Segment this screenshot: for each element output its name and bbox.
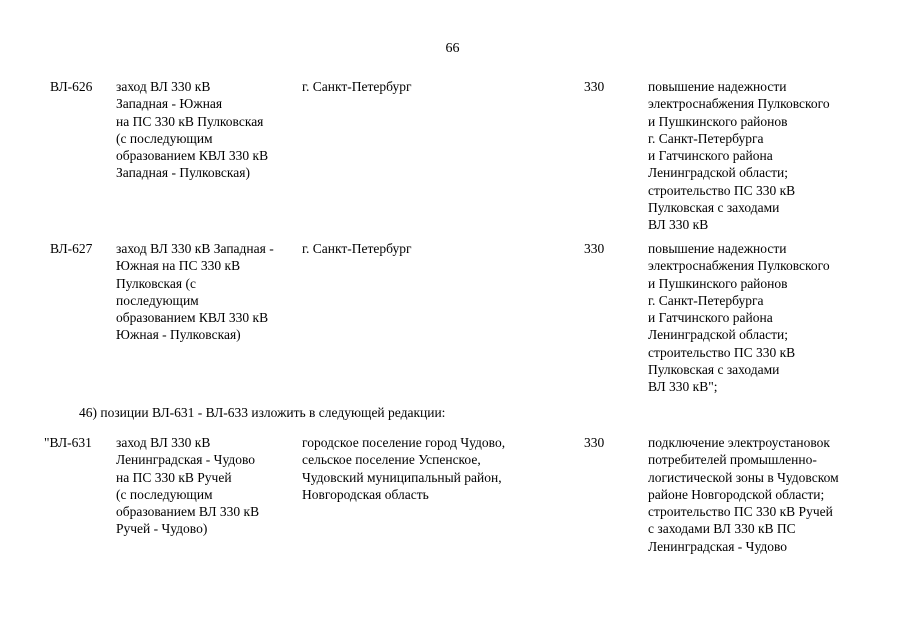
line-code: ВЛ-627	[50, 241, 93, 256]
line-location: г. Санкт-Петербург	[302, 79, 412, 94]
line-voltage: 330	[584, 435, 605, 450]
line-location: г. Санкт-Петербург	[302, 241, 412, 256]
line-purpose: повышение надежности электроснабжения Пулковского и Пушкинского районов г. Санкт-Петербурга и Гатчинского района Ленинградской области; строительство ПС 330 кВ Пулковская с заходами ВЛ 330 кВ";	[648, 241, 830, 395]
line-description: заход ВЛ 330 кВ Западная - Южная на ПС 330 кВ Пулковская (с последующим образованием КВЛ 330 кВ Южная - Пулковская)	[116, 241, 274, 343]
line-purpose: повышение надежности электроснабжения Пулковского и Пушкинского районов г. Санкт-Петербурга и Гатчинского района Ленинградской области; строительство ПС 330 кВ Пулковская с заходами ВЛ 330 кВ	[648, 79, 830, 233]
line-description: заход ВЛ 330 кВ Ленинградская - Чудово на ПС 330 кВ Ручей (с последующим образованием ВЛ 330 кВ Ручей - Чудово)	[116, 435, 260, 537]
line-voltage: 330	[584, 79, 605, 94]
line-code: ВЛ-626	[50, 79, 93, 94]
line-voltage: 330	[584, 241, 605, 256]
line-location: городское поселение город Чудово, сельское поселение Успенское, Чудовский муниципальный район, Новгородская область	[302, 435, 506, 502]
line-purpose: подключение электроустановок потребителей промышленно- логистической зоны в Чудовском районе Новгородской области; строительство ПС 330 кВ Ручей с заходами ВЛ 330 кВ ПС Ленинградская - Чудово	[648, 435, 839, 554]
line-code: "ВЛ-631	[44, 435, 92, 450]
page-number: 66	[445, 41, 460, 56]
amendment-paragraph: 46) позиции ВЛ-631 - ВЛ-633 изложить в следующей редакции:	[79, 405, 446, 420]
line-description: заход ВЛ 330 кВ Западная - Южная на ПС 330 кВ Пулковская (с последующим образованием КВЛ 330 кВ Западная - Пулковская)	[116, 79, 269, 181]
